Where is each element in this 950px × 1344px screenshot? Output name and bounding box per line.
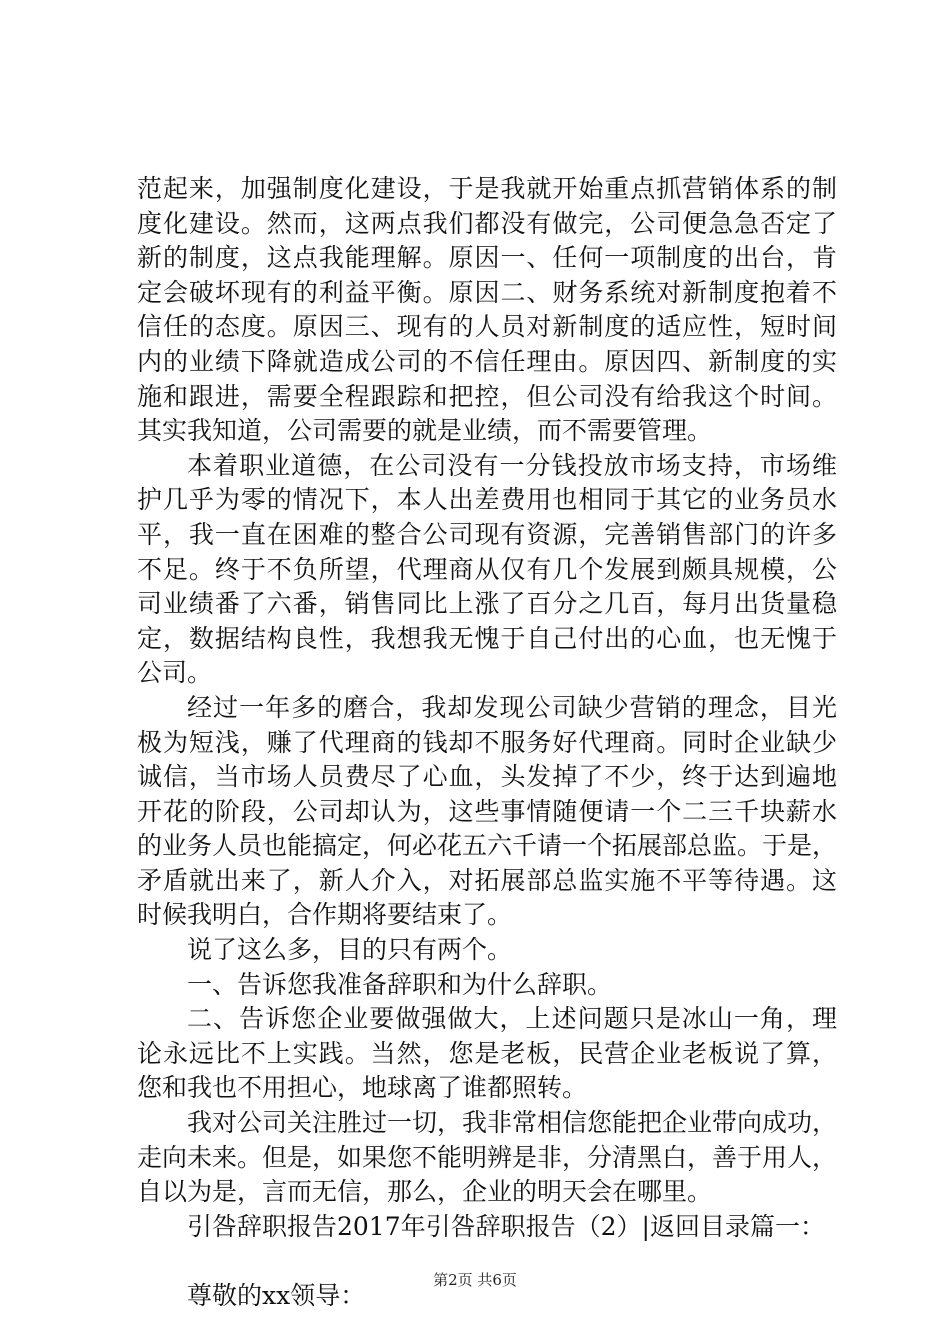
page-footer: 第2页 共6页 (433, 1271, 517, 1289)
paragraph (137, 449, 837, 691)
text-line: 其实我知道，公司需要的就是业绩，而不需要管理。 (137, 416, 713, 446)
paragraph (137, 1002, 837, 1106)
paragraph (137, 172, 837, 449)
text-line: 的业务人员也能搞定，何必花五六千请一个拓展部总监。于是， (137, 831, 838, 861)
text-line: 说了这么多，目的只有两个。 (187, 935, 513, 965)
text-line: 不足。终于不负所望，代理商从仅有几个发展到颇具规模，公 (137, 554, 837, 584)
text-line: 诚信，当市场人员费尽了心血，头发掉了不少，终于达到遍地 (137, 762, 837, 792)
text-line: 我对公司关注胜过一切，我非常相信您能把企业带向成功， (187, 1108, 838, 1138)
paragraph (137, 691, 837, 933)
text-line: 内的业绩下降就造成公司的不信任理由。原因四、新制度的实 (137, 346, 837, 376)
document-body (137, 172, 837, 1314)
paragraph (137, 1210, 837, 1245)
text-line: 您和我也不用担心，地球离了谁都照转。 (137, 1073, 588, 1103)
text-line: 自以为是，言而无信，那么，企业的明天会在哪里。 (137, 1177, 713, 1207)
text-line: 二、告诉您企业要做强做大，上述问题只是冰山一角，理 (187, 1004, 837, 1034)
text-line: 信任的态度。原因三、现有的人员对新制度的适应性，短时间 (137, 312, 837, 342)
text-line: 定会破坏现有的利益平衡。原因二、财务系统对新制度抱着不 (137, 277, 837, 307)
text-line: 走向未来。但是，如果您不能明辨是非，分清黑白，善于用人， (137, 1142, 838, 1172)
text-line: 护几乎为零的情况下，本人出差费用也相同于其它的业务员水 (137, 485, 837, 515)
text-line: 平，我一直在困难的整合公司现有资源，完善销售部门的许多 (137, 519, 837, 549)
text-line: 经过一年多的磨合，我却发现公司缺少营销的理念，目光 (187, 692, 837, 722)
text-line: 定，数据结构良性，我想我无愧于自己付出的心血，也无愧于 (137, 623, 837, 653)
text-line: 公司。 (137, 658, 213, 688)
text-line: 开花的阶段，公司却认为，这些事情随便请一个二三千块薪水 (137, 796, 837, 826)
text-line: 引咎辞职报告2017年引咎辞职报告（2）|返回目录篇一： (187, 1211, 825, 1241)
paragraph (137, 933, 837, 968)
paragraph (137, 968, 837, 1003)
text-line: 施和跟进，需要全程跟踪和把控，但公司没有给我这个时间。 (137, 381, 837, 411)
text-line: 本着职业道德，在公司没有一分钱投放市场支持，市场维 (187, 450, 837, 480)
text-line: 尊敬的xx领导： (187, 1281, 366, 1310)
text-line: 度化建设。然而，这两点我们都没有做完，公司便急急否定了 (137, 208, 837, 238)
text-line: 司业绩番了六番，销售同比上涨了百分之几百，每月出货量稳 (137, 589, 837, 619)
text-line: 极为短浅，赚了代理商的钱却不服务好代理商。同时企业缺少 (137, 727, 837, 757)
text-line: 时候我明白，合作期将要结束了。 (137, 900, 513, 930)
text-line: 矛盾就出来了，新人介入，对拓展部总监实施不平等待遇。这 (137, 865, 837, 895)
text-line: 范起来，加强制度化建设，于是我就开始重点抓营销体系的制 (137, 174, 837, 203)
text-line: 新的制度，这点我能理解。原因一、任何一项制度的出台，肯 (137, 243, 837, 273)
paragraph (137, 1106, 837, 1210)
text-line: 论永远比不上实践。当然，您是老板，民营企业老板说了算， (137, 1038, 837, 1068)
text-line: 一、告诉您我准备辞职和为什么辞职。 (187, 969, 613, 999)
